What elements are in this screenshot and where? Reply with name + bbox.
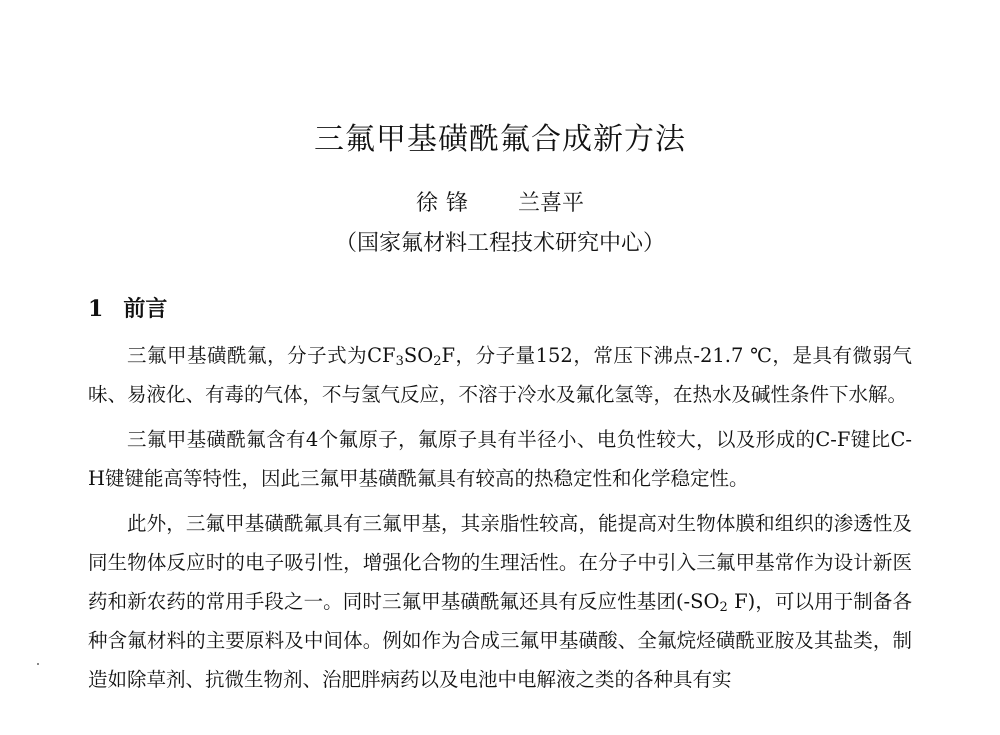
paragraph [88, 336, 912, 414]
paragraph-text: 三氟甲基磺酰氟，分子式为CF [127, 344, 396, 367]
section-number: 1 [88, 296, 104, 322]
affiliation: （国家氟材料工程技术研究中心） [334, 231, 665, 256]
paragraph-text: F)，可以用于制备各种含氟材料的主要原料及中间体。例如作为合成三氟甲基磺酸、全氟烷烃磺酰亚胺及其盐类，制造如除草剂、抗微生物剂、治肥胖病药以及电池中电解液之类的各种具有实 [88, 590, 913, 691]
paper-title: 三氟甲基磺酰氟合成新方法 [314, 122, 686, 157]
subscript: 2 [433, 354, 442, 369]
paragraph-text: SO [403, 344, 434, 367]
paragraph [88, 504, 912, 699]
subscript: 3 [395, 354, 404, 369]
section-title: 前言 [123, 296, 168, 322]
section-heading [88, 292, 167, 323]
body-text [88, 336, 912, 705]
paragraph-text: F，分子量152，常压下沸点-21.7 ℃，是具有微弱气味、易液化、有毒的气体，不与氢气反应，不溶于冷水及氟化氢等，在热水及碱性条件下水解。 [88, 344, 912, 406]
author-line [0, 186, 1000, 217]
subscript: 2 [719, 600, 728, 615]
paragraph-text: 此外，三氟甲基磺酰氟具有三氟甲基，其亲脂性较高，能提高对生物体膜和组织的渗透性及同生物体反应时的电子吸引性，增强化合物的生理活性。在分子中引入三氟甲基常作为设计新医药和新农药的常用手段之一。同时三氟甲基磺酰氟还具有反应性基团(-SO [88, 512, 912, 613]
paragraph-text: 三氟甲基磺酰氟含有4个氟原子，氟原子具有半径小、电负性较大，以及形成的C-F键比C-H键键能高等特性，因此三氟甲基磺酰氟具有较高的热稳定性和化学稳定性。 [88, 428, 912, 490]
scan-speck [37, 663, 39, 665]
author-name: 徐锋 [415, 191, 476, 216]
author-name: 兰喜平 [518, 191, 585, 216]
paragraph [88, 420, 912, 498]
